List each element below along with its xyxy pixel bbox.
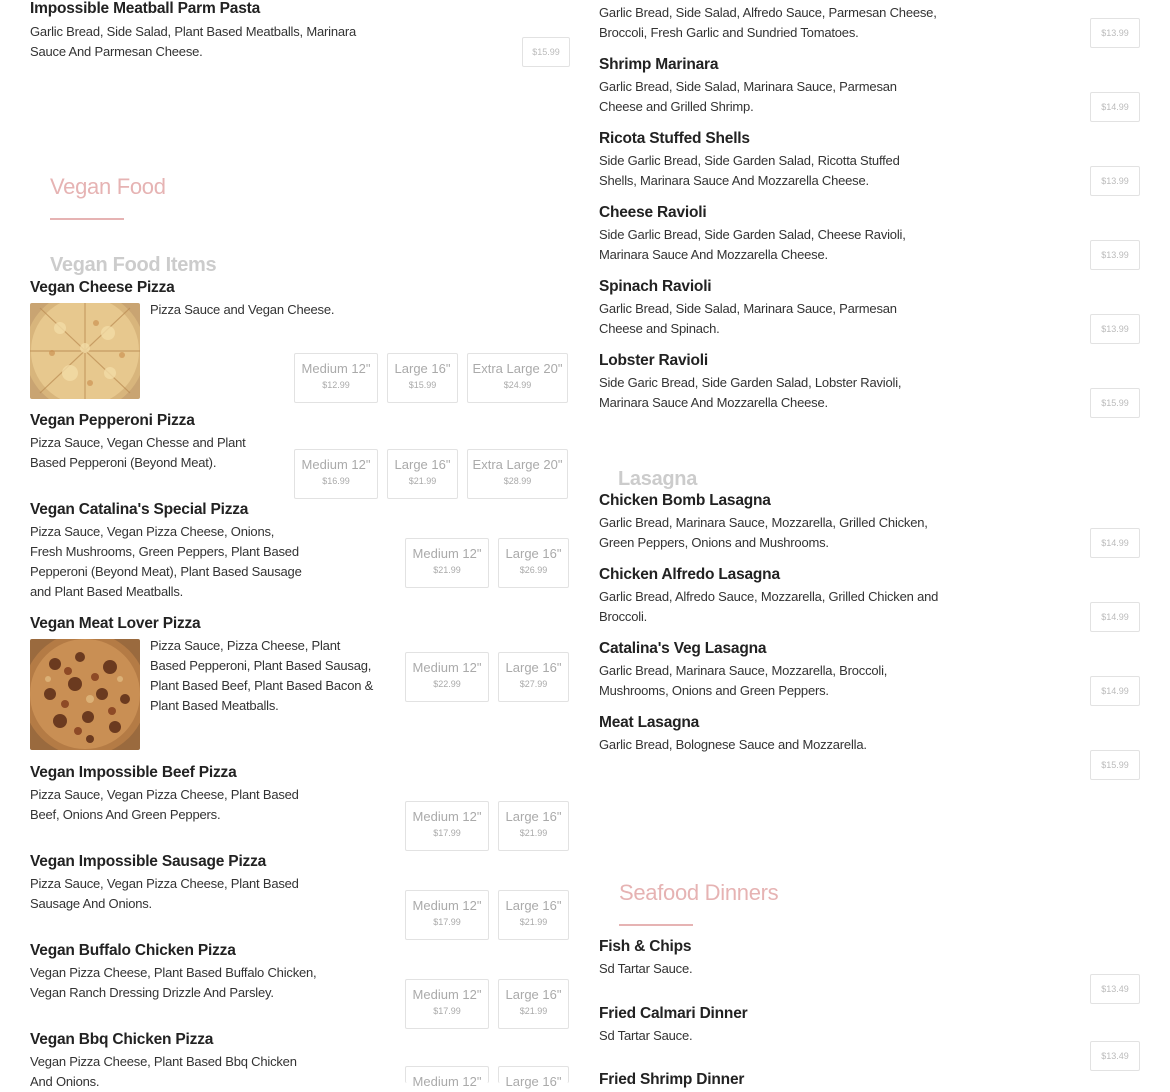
size-price: $21.99 [519, 1006, 548, 1016]
size-price: $16.99 [322, 476, 350, 486]
item-name: Fried Shrimp Dinner [599, 1071, 745, 1088]
size-price: $27.99 [519, 679, 548, 689]
price-button[interactable]: $15.99 [522, 37, 570, 67]
size-option-large[interactable] [498, 1066, 569, 1089]
item-description: Pizza Sauce, Vegan Pizza Cheese, Onions, Fresh Mushrooms, Green Peppers, Plant Based Pepperoni (Beyond Meat), Plant Based Sausage and Plant Based Meatballs. [30, 524, 302, 599]
size-option-large[interactable] [498, 538, 569, 588]
item-description: Pizza Sauce and Vegan Cheese. [150, 302, 335, 317]
size-option-extra-large[interactable] [467, 449, 568, 499]
size-price: $26.99 [519, 565, 548, 575]
price-button[interactable]: $13.99 [1090, 18, 1140, 48]
item-description: Garlic Bread, Side Salad, Marinara Sauce, Parmesan Cheese and Spinach. [599, 301, 897, 336]
size-price: $17.99 [433, 828, 461, 838]
cheese-pizza-photo [30, 303, 140, 399]
price-button[interactable]: $14.99 [1090, 528, 1140, 558]
item-description: Pizza Sauce, Pizza Cheese, Plant Based Pepperoni, Plant Based Sausag, Plant Based Beef, Plant Based Bacon & Plant Based Meatballs. [150, 638, 374, 713]
item-description: Pizza Sauce, Vegan Chesse and Plant Based Pepperoni (Beyond Meat). [30, 435, 246, 470]
item-description: Sd Tartar Sauce. [599, 961, 693, 976]
size-price: $15.99 [408, 380, 437, 390]
size-price: $17.99 [433, 917, 461, 927]
size-option-large[interactable] [387, 353, 458, 403]
item-name: Chicken Bomb Lasagna [599, 492, 771, 509]
size-label: Large 16" [505, 660, 562, 675]
item-description: Vegan Pizza Cheese, Plant Based Buffalo Chicken, Vegan Ranch Dressing Drizzle And Parsley. [30, 965, 317, 1000]
size-label: Medium 12" [412, 546, 482, 561]
size-option-medium[interactable] [294, 449, 378, 499]
size-label: Medium 12" [301, 361, 371, 376]
size-option-large[interactable] [498, 801, 569, 851]
size-label: Large 16" [394, 457, 451, 472]
item-name: Fried Calmari Dinner [599, 1005, 748, 1022]
size-label: Large 16" [505, 898, 562, 913]
item-description: Garlic Bread, Marinara Sauce, Mozzarella, Grilled Chicken, Green Peppers, Onions and Mushrooms. [599, 515, 928, 550]
item-description: Garlic Bread, Side Salad, Alfredo Sauce, Parmesan Cheese, Broccoli, Fresh Garlic and Sundried Tomatoes. [599, 5, 937, 40]
size-option-medium[interactable] [405, 652, 489, 702]
size-label: Medium 12" [412, 809, 482, 824]
price-button[interactable]: $14.99 [1090, 676, 1140, 706]
size-label: Medium 12" [412, 987, 482, 1002]
price-button[interactable]: $13.49 [1090, 1041, 1140, 1071]
size-option-large[interactable] [498, 652, 569, 702]
section-title-seafood-dinners: Seafood Dinners [619, 880, 779, 905]
size-label: Medium 12" [412, 1074, 482, 1089]
price-button[interactable]: $14.99 [1090, 602, 1140, 632]
section-title-vegan-food: Vegan Food [50, 174, 166, 199]
item-description: Vegan Pizza Cheese, Plant Based Bbq Chicken And Onions. [30, 1054, 297, 1089]
item-name: Vegan Cheese Pizza [30, 279, 175, 296]
size-option-medium[interactable] [405, 890, 489, 940]
item-name: Vegan Meat Lover Pizza [30, 615, 201, 632]
size-label: Extra Large 20" [472, 361, 563, 376]
item-description: Garlic Bread, Alfredo Sauce, Mozzarella, Grilled Chicken and Broccoli. [599, 589, 939, 624]
item-name: Meat Lasagna [599, 714, 700, 731]
size-price: $21.99 [408, 476, 437, 486]
size-option-large[interactable] [498, 979, 569, 1029]
size-price: $17.99 [433, 1006, 461, 1016]
item-name: Spinach Ravioli [599, 278, 712, 295]
size-price: $24.99 [503, 380, 532, 390]
item-name: Vegan Buffalo Chicken Pizza [30, 942, 236, 959]
item-name: Ricota Stuffed Shells [599, 130, 750, 147]
size-option-medium[interactable] [405, 1066, 489, 1089]
item-description: Garlic Bread, Side Salad, Marinara Sauce, Parmesan Cheese and Grilled Shrimp. [599, 79, 897, 114]
size-price: $12.99 [322, 380, 350, 390]
size-label: Medium 12" [301, 457, 371, 472]
item-name: Lobster Ravioli [599, 352, 708, 369]
price-button[interactable]: $14.99 [1090, 92, 1140, 122]
item-name: Chicken Alfredo Lasagna [599, 566, 780, 583]
price-button[interactable]: $13.99 [1090, 166, 1140, 196]
item-description: Garlic Bread, Bolognese Sauce and Mozzarella. [599, 737, 867, 752]
section-divider [619, 924, 693, 926]
size-price: $22.99 [433, 679, 461, 689]
price-button[interactable]: $13.99 [1090, 314, 1140, 344]
size-option-medium[interactable] [294, 353, 378, 403]
item-description: Side Garlic Bread, Side Garden Salad, Cheese Ravioli, Marinara Sauce And Mozzarella Cheese. [599, 227, 906, 262]
size-label: Large 16" [394, 361, 451, 376]
size-label: Extra Large 20" [472, 457, 563, 472]
size-label: Large 16" [505, 1074, 562, 1089]
item-name: Impossible Meatball Parm Pasta [30, 0, 261, 17]
price-button[interactable]: $13.49 [1090, 974, 1140, 1004]
item-name: Vegan Catalina's Special Pizza [30, 501, 249, 518]
size-price: $28.99 [503, 476, 532, 486]
item-name: Cheese Ravioli [599, 204, 707, 221]
price-button[interactable]: $13.99 [1090, 240, 1140, 270]
item-description: Garlic Bread, Side Salad, Plant Based Meatballs, Marinara Sauce And Parmesan Cheese. [30, 24, 357, 59]
item-name: Catalina's Veg Lasagna [599, 640, 767, 657]
item-description: Garlic Bread, Marinara Sauce, Mozzarella, Broccoli, Mushrooms, Onions and Green Peppers. [599, 663, 888, 698]
item-description: Side Garic Bread, Side Garden Salad, Lobster Ravioli, Marinara Sauce And Mozzarella Cheese. [599, 375, 902, 410]
size-label: Medium 12" [412, 660, 482, 675]
meat-lover-pizza-photo [30, 639, 140, 750]
size-price: $21.99 [433, 565, 461, 575]
size-option-medium[interactable] [405, 979, 489, 1029]
item-description: Sd Tartar Sauce. [599, 1028, 693, 1043]
item-description: Side Garlic Bread, Side Garden Salad, Ricotta Stuffed Shells, Marinara Sauce And Mozzarella Cheese. [599, 153, 900, 188]
price-button[interactable]: $15.99 [1090, 388, 1140, 418]
size-label: Large 16" [505, 809, 562, 824]
size-option-medium[interactable] [405, 538, 489, 588]
size-label: Large 16" [505, 546, 562, 561]
item-name: Fish & Chips [599, 938, 692, 955]
section-title-lasagna: Lasagna [618, 468, 698, 490]
section-divider [50, 218, 124, 220]
size-label: Medium 12" [412, 898, 482, 913]
size-price: $21.99 [519, 828, 548, 838]
size-label: Large 16" [505, 987, 562, 1002]
item-name: Shrimp Marinara [599, 56, 719, 73]
subsection-title-vegan-food-items: Vegan Food Items [50, 254, 217, 276]
item-name: Vegan Pepperoni Pizza [30, 412, 195, 429]
size-option-extra-large[interactable] [467, 353, 568, 403]
item-name: Vegan Bbq Chicken Pizza [30, 1031, 214, 1048]
item-description: Pizza Sauce, Vegan Pizza Cheese, Plant Based Beef, Onions And Green Peppers. [30, 787, 299, 822]
item-name: Vegan Impossible Sausage Pizza [30, 853, 267, 870]
size-option-large[interactable] [498, 890, 569, 940]
size-option-large[interactable] [387, 449, 458, 499]
item-description: Pizza Sauce, Vegan Pizza Cheese, Plant Based Sausage And Onions. [30, 876, 299, 911]
size-option-medium[interactable] [405, 801, 489, 851]
item-name: Vegan Impossible Beef Pizza [30, 764, 237, 781]
size-price: $21.99 [519, 917, 548, 927]
price-button[interactable]: $15.99 [1090, 750, 1140, 780]
